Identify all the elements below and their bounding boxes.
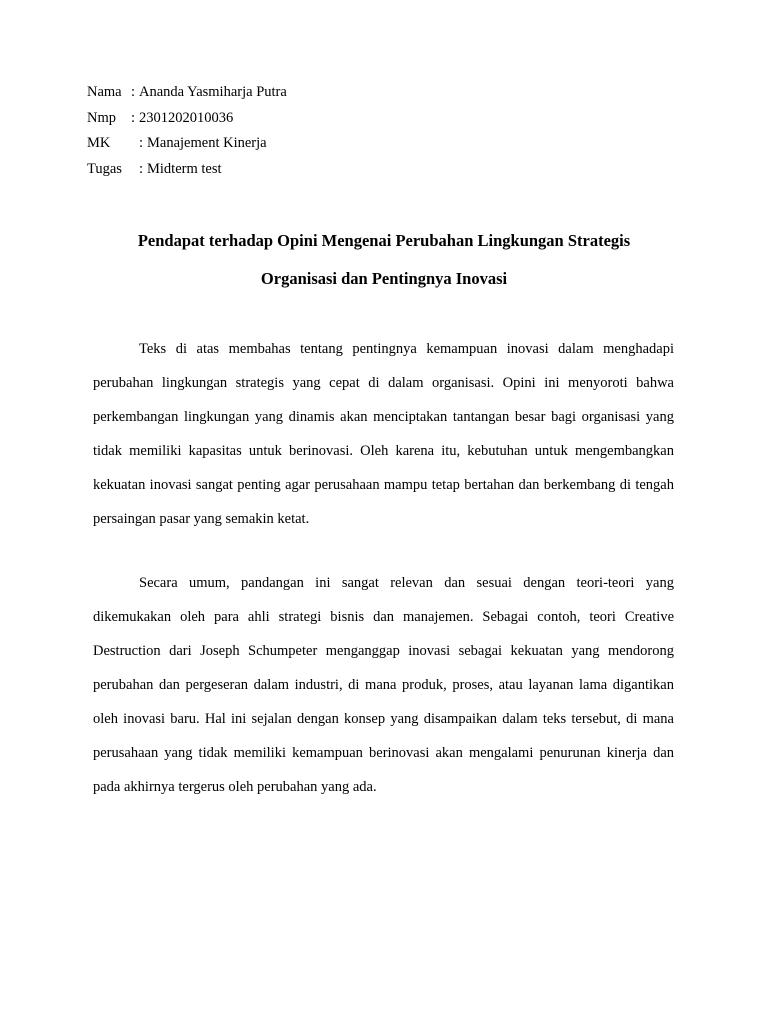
name-value: Ananda Yasmiharja Putra <box>139 84 287 100</box>
info-row-name <box>87 80 287 106</box>
info-row-mk <box>87 131 287 157</box>
tugas-separator: : <box>139 160 144 177</box>
title-line-1: Pendapat terhadap Opini Mengenai Perubahan Lingkungan Strategis <box>137 231 631 250</box>
student-info-block <box>87 80 287 182</box>
nmp-separator: : <box>131 109 136 126</box>
name-label: Nama <box>87 84 122 100</box>
mk-separator: : <box>139 135 144 151</box>
info-row-tugas <box>87 157 287 183</box>
body-paragraph-2: Secara umum, pandangan ini sangat relevan dan sesuai dengan teori-teori yang dikemukakan oleh para ahli strategi bisnis dan manajemen. Sebagai contoh, teori Creative Destruction dari Joseph Schumpeter menganggap inovasi sebagai kekuatan yang mendorong perubahan dan pergeseran dalam industri, di mana produk, proses, atau layanan lama digantikan oleh inovasi baru. Hal ini sejalan dengan konsep yang disampaikan dalam teks tersebut, di mana perusahaan yang tidak memiliki kemampuan berinovasi akan mengalami penurunan kinerja dan pada akhirnya tergerus oleh perubahan yang ada. <box>93 575 674 795</box>
nmp-label: Nmp <box>87 109 116 126</box>
document-title <box>87 222 681 298</box>
tugas-label: Tugas <box>87 160 122 177</box>
tugas-value: Midterm test <box>147 160 222 177</box>
nmp-value: 2301202010036 <box>139 109 234 126</box>
title-line-2: Organisasi dan Pentingnya Inovasi <box>260 269 508 288</box>
body-paragraph-1: Teks di atas membahas tentang pentingnya kemampuan inovasi dalam menghadapi perubahan lingkungan strategis yang cepat di dalam organisasi. Opini ini menyoroti bahwa perkembangan lingkungan yang dinamis akan menciptakan tantangan besar bagi organisasi yang tidak memiliki kapasitas untuk berinovasi. Oleh karena itu, kebutuhan untuk mengembangkan kekuatan inovasi sangat penting agar perusahaan mampu tetap bertahan dan berkembang di tengah persaingan pasar yang semakin ketat. <box>93 341 674 527</box>
name-separator: : <box>131 84 136 100</box>
mk-value: Manajement Kinerja <box>147 135 267 151</box>
mk-label: MK <box>87 135 111 151</box>
info-row-nmp <box>87 106 287 132</box>
